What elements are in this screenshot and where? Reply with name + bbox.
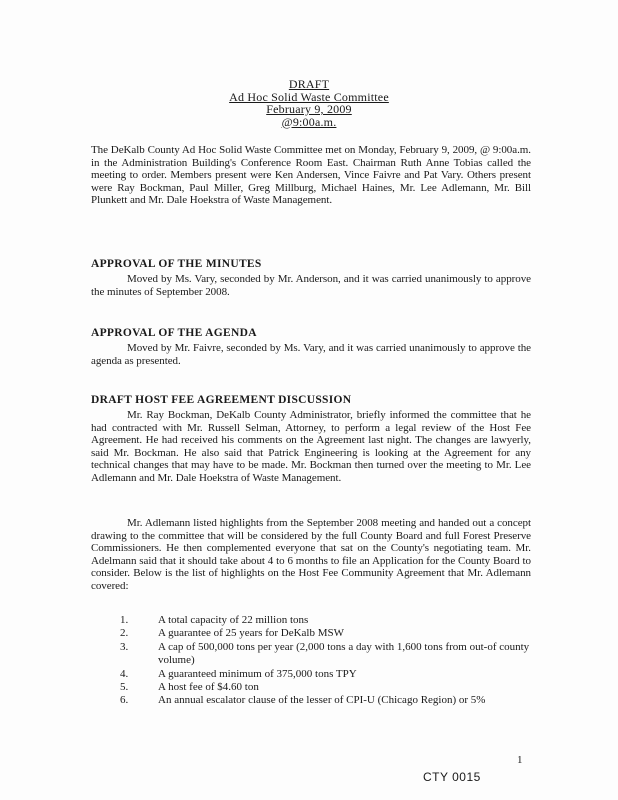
bates-number: CTY 0015 [423,770,481,784]
list-item-text: A guaranteed minimum of 375,000 tons TPY [158,667,357,680]
host-fee-heading: DRAFT HOST FEE AGREEMENT DISCUSSION [91,394,352,406]
list-item [120,668,540,681]
list-item-number: 4. [120,667,129,680]
draft-label: DRAFT [288,77,330,91]
intro-paragraph: The DeKalb County Ad Hoc Solid Waste Committee met on Monday, February 9, 2009, @ 9:00a.m. in the Administration Building's Conference Room East. Chairman Ruth Anne Tobias called the meeting to order. Members present were Ken Andersen, Vince Faivre and Pat Vary. Others present were Ray Bockman, Paul Miller, Greg Millburg, Michael Haines, Mr. Lee Adlemann, Mr. Bill Plunkett and Mr. Dale Hoekstra of Waste Management. [91,144,531,207]
list-item [120,694,540,707]
agenda-heading: APPROVAL OF THE AGENDA [91,327,257,339]
list-item-text: A host fee of $4.60 ton [158,681,259,694]
agenda-text: Moved by Mr. Faivre, seconded by Ms. Vary, and it was carried unanimously to approve the agenda as presented. [91,342,531,367]
list-item [120,614,540,627]
document-header [0,78,618,128]
meeting-time: @9:00a.m. [281,114,337,129]
list-item-text: An annual escalator clause of the lesser of CPI-U (Chicago Region) or 5% [158,694,486,707]
list-item-number: 3. [120,640,129,653]
list-item-text: A total capacity of 22 million tons [158,614,309,626]
list-item [120,641,540,668]
page-number: 1 [517,754,523,766]
minutes-heading: APPROVAL OF THE MINUTES [91,258,262,270]
list-item [120,681,540,694]
highlights-list [120,614,540,708]
list-item-text: A cap of 500,000 tons per year (2,000 tons a day with 1,600 tons from out-of county volume) [158,640,530,667]
list-item-number: 5. [120,681,129,694]
committee-name: Ad Hoc Solid Waste Committee [229,89,389,104]
meeting-date: February 9, 2009 [266,102,352,116]
minutes-text: Moved by Ms. Vary, seconded by Mr. Anderson, and it was carried unanimously to approve the minutes of September 2008. [91,273,531,298]
list-item [120,627,540,640]
list-item-number: 1. [120,614,129,626]
host-fee-paragraph-1: Mr. Ray Bockman, DeKalb County Administrator, briefly informed the committee that he had contracted with Mr. Russell Selman, Attorney, to perform a legal review of the Host Fee Agreement. He had received his comments on the Agreement last night. The changes are lawyerly, said Mr. Bockman. He also said that Patrick Engineering is looking at the Agreement for any technical changes that may have to be made. Mr. Bockman then turned over the meeting to Mr. Lee Adlemann and Mr. Dale Hoekstra of Waste Management. [91,409,531,484]
list-item-text: A guarantee of 25 years for DeKalb MSW [158,627,345,640]
host-fee-paragraph-2: Mr. Adlemann listed highlights from the September 2008 meeting and handed out a concept drawing to the committee that will be considered by the full County Board and full Forest Preserve Commissioners. He then complemented everyone that sat on the County's negotiating team. Mr. Adelmann said that it should take about 4 to 6 months to file an Application for the County Board to consider. Below is the list of highlights on the Host Fee Community Agreement that Mr. Adlemann covered: [91,517,531,592]
list-item-number: 2. [120,627,129,640]
list-item-number: 6. [120,694,129,707]
